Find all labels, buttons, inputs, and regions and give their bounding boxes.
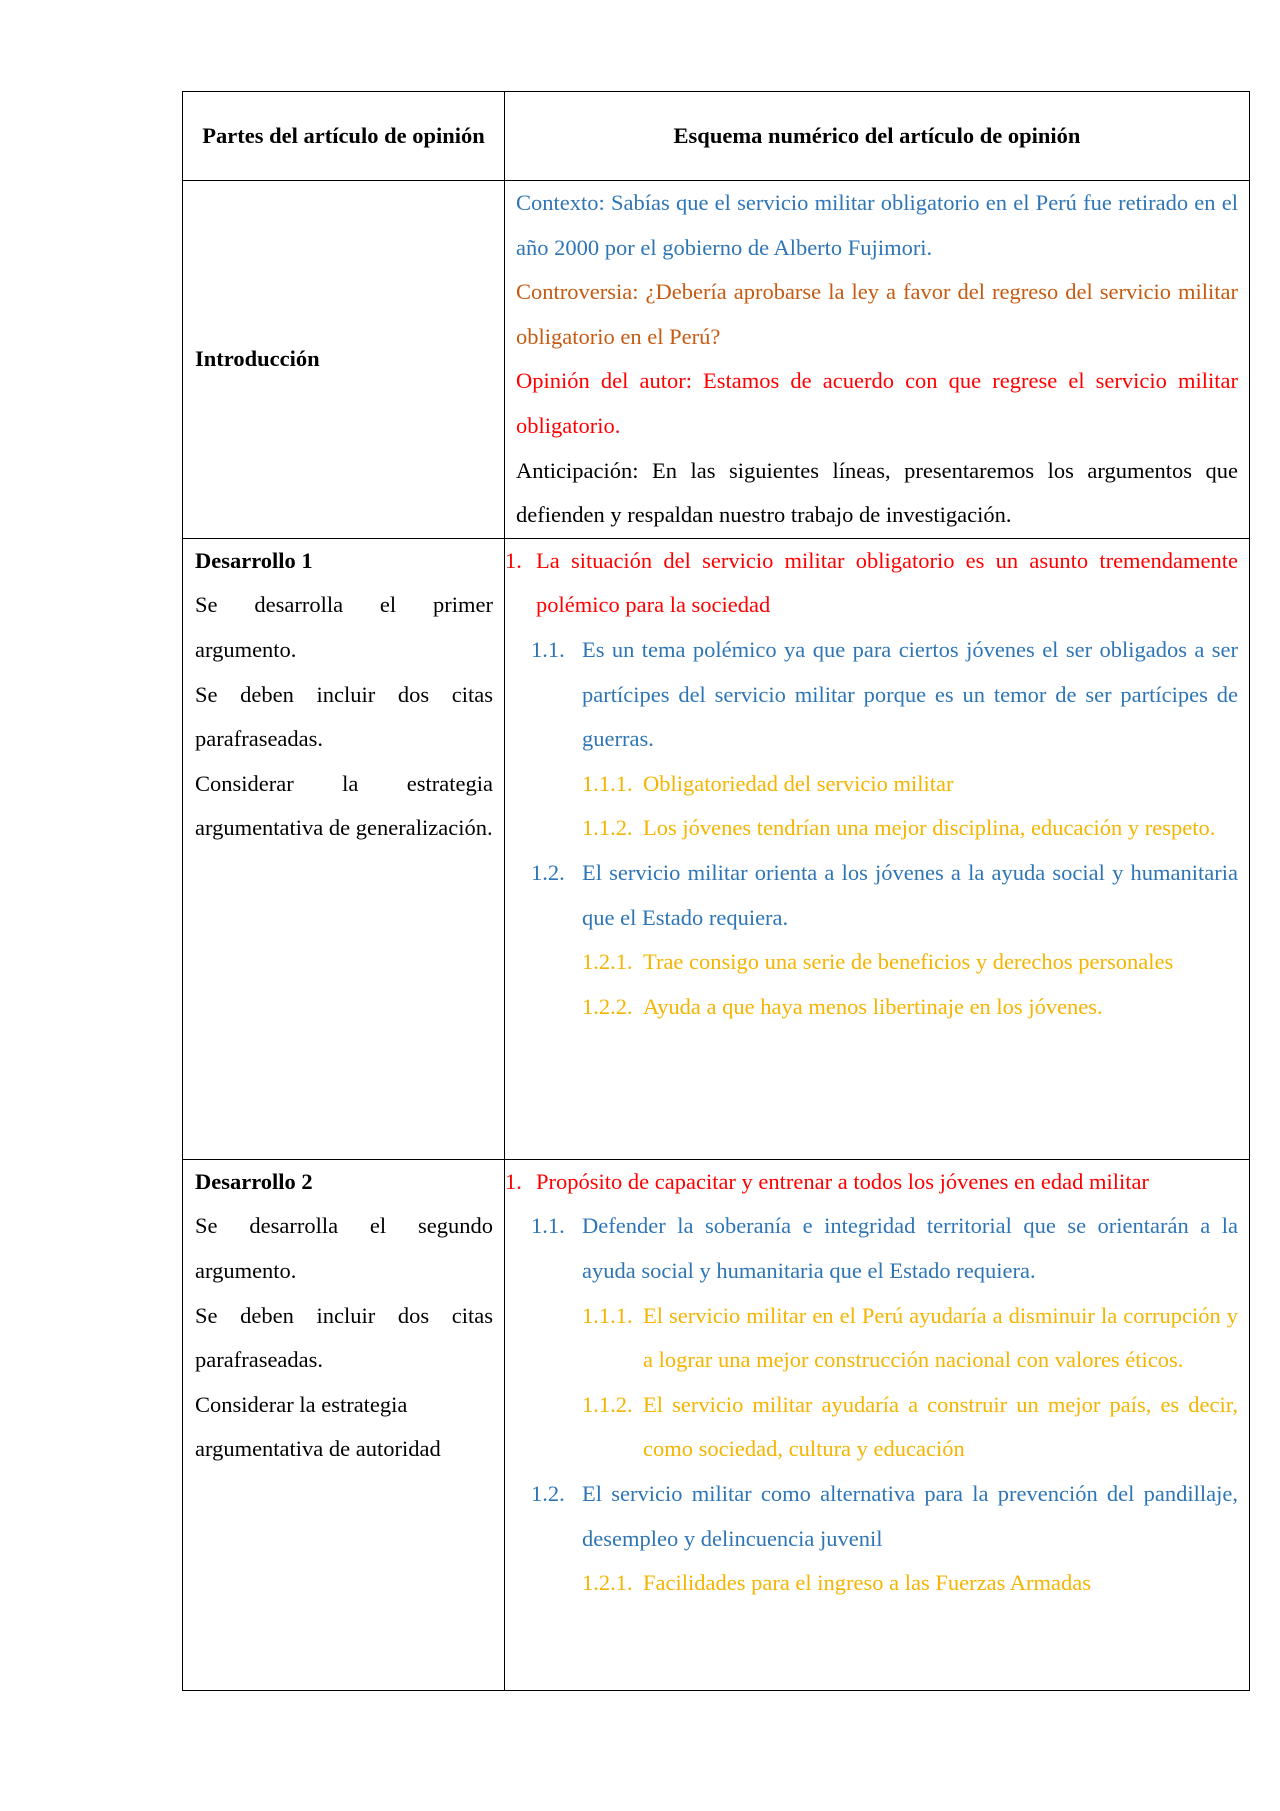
intro-context: Contexto: Sabías que el servicio militar obligatorio en el Perú fue retirado en el año 2000 por el gobierno de Alberto Fujimori. [516,190,1238,260]
development-2-desc-2: Se deben incluir dos citas parafraseadas. [195,1302,493,1373]
header-scheme: Esquema numérico del artículo de opinión [505,92,1250,181]
development-2-label [183,1159,505,1690]
development-1-desc-3: Considerar la estrategia argumentativa de generalización. [195,770,493,841]
development-1-desc-1: Se desarrolla el primer argumento. [195,592,493,662]
outline-item: 1.2. El servicio militar orienta a los jóvenes a la ayuda social y humanitaria que el Estado requiera. [531,859,1238,930]
development-2-desc-1: Se desarrolla el segundo argumento. [195,1213,493,1283]
outline-item: 1.1. Es un tema polémico ya que para ciertos jóvenes el ser obligados a ser partícipes del servicio militar porque es un temor de ser partícipes de guerras. [531,636,1238,752]
outline-item: 1.2.1. Trae consigo una serie de beneficios y derechos personales [582,949,1174,975]
intro-row [183,181,1250,539]
intro-anticipation: Anticipación: En las siguientes líneas, presentaremos los argumentos que defienden y respaldan nuestro trabajo de investigación. [516,457,1238,528]
intro-controversy: Controversia: ¿Debería aprobarse la ley a favor del regreso del servicio militar obligatorio en el Perú? [516,279,1238,349]
intro-body [505,181,1250,539]
outline-item: 1.1.1. Obligatoriedad del servicio militar [582,770,954,796]
development-2-title: Desarrollo 2 [195,1168,313,1194]
development-1-title: Desarrollo 1 [195,547,313,573]
development-1-label [183,538,505,1159]
header-row [183,92,1250,181]
development-1-desc-2: Se deben incluir dos citas parafraseadas. [195,681,493,752]
opinion-outline-table [182,91,1250,1691]
development-2-scheme [505,1159,1250,1690]
outline-item: 1.1.2. El servicio militar ayudaría a construir un mejor país, es decir, como sociedad, cultura y educación [582,1391,1238,1462]
intro-author-opinion: Opinión del autor: Estamos de acuerdo con que regrese el servicio militar obligatorio. [516,368,1238,438]
development-2-row [183,1159,1250,1690]
intro-label: Introducción [183,181,505,539]
outline-item: 1. Propósito de capacitar y entrenar a todos los jóvenes en edad militar [505,1168,1149,1194]
outline-item: 1.2.1. Facilidades para el ingreso a las Fuerzas Armadas [582,1570,1091,1596]
header-parts: Partes del artículo de opinión [183,92,505,181]
outline-item: 1.2.2. Ayuda a que haya menos libertinaje en los jóvenes. [582,993,1103,1019]
outline-item: 1. La situación del servicio militar obligatorio es un asunto tremendamente polémico para la sociedad [505,547,1238,618]
development-2-desc-3: Considerar la estrategia argumentativa de autoridad [195,1391,441,1462]
outline-item: 1.2. El servicio militar como alternativa para la prevención del pandillaje, desempleo y delincuencia juvenil [531,1480,1238,1551]
development-1-row [183,538,1250,1159]
outline-item: 1.1.2. Los jóvenes tendrían una mejor disciplina, educación y respeto. [582,815,1216,841]
development-1-scheme [505,538,1250,1159]
outline-item: 1.1.1. El servicio militar en el Perú ayudaría a disminuir la corrupción y a lograr una mejor construcción nacional con valores éticos. [582,1302,1238,1373]
outline-item: 1.1. Defender la soberanía e integridad territorial que se orientarán a la ayuda social y humanitaria que el Estado requiera. [531,1213,1238,1283]
